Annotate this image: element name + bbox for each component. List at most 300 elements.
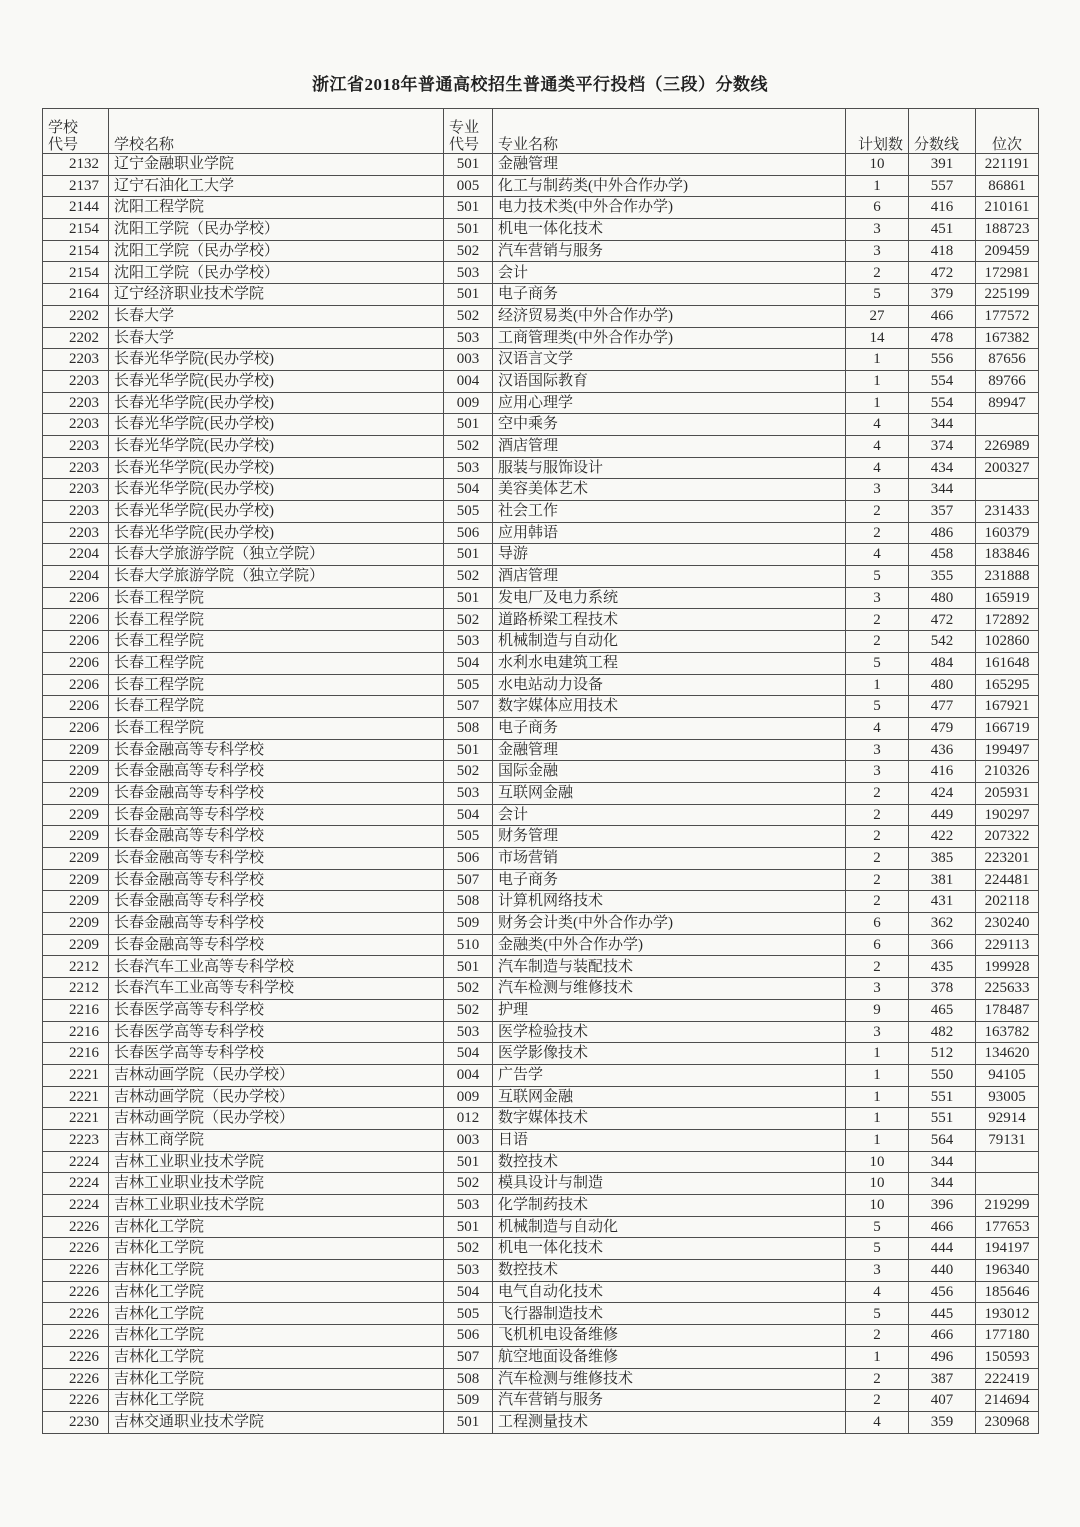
cell-plan-count: 3 [846, 240, 909, 262]
cell-plan-count: 3 [846, 479, 909, 501]
cell-score-line: 542 [909, 631, 976, 653]
cell-school-name: 长春大学 [109, 327, 444, 349]
cell-plan-count: 4 [846, 1411, 909, 1433]
cell-school-code: 2209 [43, 826, 109, 848]
cell-major-code: 504 [444, 479, 493, 501]
cell-school-name: 吉林工业职业技术学院 [109, 1151, 444, 1173]
cell-score-line: 344 [909, 479, 976, 501]
cell-school-code: 2203 [43, 414, 109, 436]
table-row [43, 782, 1039, 804]
cell-plan-count: 1 [846, 1064, 909, 1086]
cell-score-line: 378 [909, 978, 976, 1000]
cell-school-code: 2209 [43, 891, 109, 913]
cell-plan-count: 4 [846, 435, 909, 457]
table-row [43, 197, 1039, 219]
table-row [43, 1151, 1039, 1173]
cell-school-code: 2203 [43, 457, 109, 479]
table-row [43, 1195, 1039, 1217]
cell-score-line: 551 [909, 1086, 976, 1108]
cell-major-code: 004 [444, 370, 493, 392]
cell-score-line: 458 [909, 544, 976, 566]
cell-school-code: 2226 [43, 1368, 109, 1390]
cell-school-name: 长春医学高等专科学校 [109, 999, 444, 1021]
cell-major-code: 501 [444, 1151, 493, 1173]
cell-plan-count: 2 [846, 956, 909, 978]
cell-school-name: 吉林化工学院 [109, 1325, 444, 1347]
cell-school-name: 长春汽车工业高等专科学校 [109, 978, 444, 1000]
cell-school-name: 长春金融高等专科学校 [109, 869, 444, 891]
cell-score-line: 359 [909, 1411, 976, 1433]
cell-plan-count: 3 [846, 978, 909, 1000]
cell-major-code: 504 [444, 1281, 493, 1303]
cell-rank: 188723 [976, 219, 1039, 241]
cell-school-name: 长春大学旅游学院（独立学院） [109, 544, 444, 566]
cell-plan-count: 2 [846, 782, 909, 804]
cell-major-name: 日语 [493, 1129, 846, 1151]
cell-school-name: 沈阳工学院（民办学校） [109, 262, 444, 284]
table-row [43, 848, 1039, 870]
cell-school-name: 长春大学 [109, 305, 444, 327]
cell-plan-count: 2 [846, 522, 909, 544]
cell-school-name: 吉林化工学院 [109, 1238, 444, 1260]
cell-plan-count: 3 [846, 587, 909, 609]
cell-school-code: 2212 [43, 956, 109, 978]
cell-plan-count: 1 [846, 1108, 909, 1130]
cell-school-code: 2216 [43, 1021, 109, 1043]
cell-score-line: 416 [909, 761, 976, 783]
cell-score-line: 416 [909, 197, 976, 219]
table-row [43, 631, 1039, 653]
cell-rank: 92914 [976, 1108, 1039, 1130]
table-row [43, 392, 1039, 414]
cell-rank: 200327 [976, 457, 1039, 479]
cell-score-line: 431 [909, 891, 976, 913]
cell-score-line: 385 [909, 848, 976, 870]
cell-school-code: 2206 [43, 696, 109, 718]
cell-score-line: 357 [909, 501, 976, 523]
table-header-row [43, 109, 1039, 154]
cell-school-code: 2226 [43, 1346, 109, 1368]
cell-major-code: 507 [444, 869, 493, 891]
cell-major-code: 503 [444, 1260, 493, 1282]
cell-rank: 172981 [976, 262, 1039, 284]
cell-plan-count: 4 [846, 457, 909, 479]
cell-major-code: 506 [444, 848, 493, 870]
cell-major-code: 501 [444, 197, 493, 219]
cell-rank: 229113 [976, 934, 1039, 956]
header-plan-count: 计划数 [846, 109, 909, 154]
cell-major-code: 503 [444, 631, 493, 653]
header-major-name: 专业名称 [493, 109, 846, 154]
cell-major-code: 506 [444, 522, 493, 544]
cell-major-name: 电气自动化技术 [493, 1281, 846, 1303]
cell-major-code: 504 [444, 1043, 493, 1065]
cell-school-name: 沈阳工程学院 [109, 197, 444, 219]
cell-major-code: 501 [444, 587, 493, 609]
cell-school-code: 2204 [43, 566, 109, 588]
cell-plan-count: 2 [846, 891, 909, 913]
cell-school-code: 2203 [43, 435, 109, 457]
header-school-name: 学校名称 [109, 109, 444, 154]
cell-score-line: 436 [909, 739, 976, 761]
cell-rank: 93005 [976, 1086, 1039, 1108]
cell-rank: 177653 [976, 1216, 1039, 1238]
cell-score-line: 512 [909, 1043, 976, 1065]
cell-rank: 210326 [976, 761, 1039, 783]
cell-school-code: 2221 [43, 1086, 109, 1108]
cell-score-line: 444 [909, 1238, 976, 1260]
cell-rank: 221191 [976, 154, 1039, 176]
cell-score-line: 482 [909, 1021, 976, 1043]
cell-major-name: 互联网金融 [493, 1086, 846, 1108]
cell-school-name: 长春大学旅游学院（独立学院） [109, 566, 444, 588]
cell-rank: 79131 [976, 1129, 1039, 1151]
cell-school-name: 长春汽车工业高等专科学校 [109, 956, 444, 978]
cell-plan-count: 6 [846, 913, 909, 935]
table-row [43, 479, 1039, 501]
cell-major-name: 汉语国际教育 [493, 370, 846, 392]
cell-rank: 160379 [976, 522, 1039, 544]
cell-major-code: 501 [444, 956, 493, 978]
cell-rank: 224481 [976, 869, 1039, 891]
header-rank: 位次 [976, 109, 1039, 154]
cell-major-name: 空中乘务 [493, 414, 846, 436]
cell-school-code: 2216 [43, 1043, 109, 1065]
cell-major-code: 501 [444, 1216, 493, 1238]
cell-rank: 150593 [976, 1346, 1039, 1368]
cell-plan-count: 1 [846, 1086, 909, 1108]
cell-rank: 231433 [976, 501, 1039, 523]
cell-major-code: 502 [444, 566, 493, 588]
cell-score-line: 554 [909, 392, 976, 414]
cell-school-name: 辽宁石油化工大学 [109, 175, 444, 197]
cell-rank [976, 479, 1039, 501]
table-row [43, 739, 1039, 761]
cell-score-line: 344 [909, 414, 976, 436]
cell-score-line: 484 [909, 652, 976, 674]
cell-school-code: 2224 [43, 1151, 109, 1173]
cell-major-code: 012 [444, 1108, 493, 1130]
cell-major-code: 503 [444, 782, 493, 804]
cell-score-line: 440 [909, 1260, 976, 1282]
cell-plan-count: 5 [846, 696, 909, 718]
cell-major-code: 505 [444, 1303, 493, 1325]
table-row [43, 219, 1039, 241]
cell-school-name: 长春医学高等专科学校 [109, 1043, 444, 1065]
cell-school-name: 长春金融高等专科学校 [109, 782, 444, 804]
cell-plan-count: 1 [846, 392, 909, 414]
cell-major-code: 509 [444, 1390, 493, 1412]
cell-major-name: 护理 [493, 999, 846, 1021]
cell-score-line: 554 [909, 370, 976, 392]
cell-major-name: 工程测量技术 [493, 1411, 846, 1433]
cell-major-name: 应用韩语 [493, 522, 846, 544]
table-row [43, 1129, 1039, 1151]
cell-school-name: 长春光华学院(民办学校) [109, 392, 444, 414]
cell-school-code: 2226 [43, 1390, 109, 1412]
cell-school-name: 长春金融高等专科学校 [109, 761, 444, 783]
cell-rank: 225199 [976, 284, 1039, 306]
cell-rank: 165919 [976, 587, 1039, 609]
cell-major-code: 501 [444, 544, 493, 566]
cell-school-name: 吉林化工学院 [109, 1390, 444, 1412]
cell-school-code: 2226 [43, 1260, 109, 1282]
cell-school-code: 2226 [43, 1325, 109, 1347]
cell-school-code: 2209 [43, 782, 109, 804]
cell-rank: 161648 [976, 652, 1039, 674]
cell-score-line: 355 [909, 566, 976, 588]
cell-major-name: 金融管理 [493, 739, 846, 761]
table-row [43, 1108, 1039, 1130]
table-row [43, 1260, 1039, 1282]
cell-score-line: 550 [909, 1064, 976, 1086]
header-school-code-line2: 代号 [48, 136, 79, 153]
cell-major-name: 数字媒体应用技术 [493, 696, 846, 718]
cell-school-code: 2203 [43, 370, 109, 392]
cell-plan-count: 6 [846, 934, 909, 956]
table-row [43, 1303, 1039, 1325]
cell-major-name: 化工与制药类(中外合作办学) [493, 175, 846, 197]
header-school-code-line1: 学校 [48, 120, 79, 136]
table-row [43, 1173, 1039, 1195]
cell-major-name: 模具设计与制造 [493, 1173, 846, 1195]
cell-school-code: 2209 [43, 848, 109, 870]
cell-school-code: 2203 [43, 349, 109, 371]
cell-major-code: 501 [444, 284, 493, 306]
cell-score-line: 449 [909, 804, 976, 826]
cell-school-code: 2209 [43, 739, 109, 761]
cell-score-line: 496 [909, 1346, 976, 1368]
cell-score-line: 391 [909, 154, 976, 176]
table-row [43, 284, 1039, 306]
cell-score-line: 445 [909, 1303, 976, 1325]
cell-rank: 178487 [976, 999, 1039, 1021]
table-row [43, 522, 1039, 544]
cell-school-name: 长春金融高等专科学校 [109, 804, 444, 826]
header-major-code [444, 109, 493, 154]
cell-school-code: 2221 [43, 1108, 109, 1130]
cell-school-name: 长春金融高等专科学校 [109, 739, 444, 761]
header-major-code-line2: 代号 [449, 136, 480, 153]
cell-school-name: 长春光华学院(民办学校) [109, 349, 444, 371]
table-row [43, 1216, 1039, 1238]
cell-score-line: 466 [909, 1216, 976, 1238]
cell-school-code: 2221 [43, 1064, 109, 1086]
cell-school-name: 吉林交通职业技术学院 [109, 1411, 444, 1433]
cell-school-name: 长春工程学院 [109, 652, 444, 674]
cell-major-name: 金融管理 [493, 154, 846, 176]
cell-rank: 185646 [976, 1281, 1039, 1303]
cell-score-line: 434 [909, 457, 976, 479]
cell-score-line: 472 [909, 262, 976, 284]
cell-major-code: 503 [444, 457, 493, 479]
cell-plan-count: 1 [846, 1346, 909, 1368]
table-row [43, 1281, 1039, 1303]
cell-school-name: 长春金融高等专科学校 [109, 934, 444, 956]
cell-rank [976, 1173, 1039, 1195]
table-row [43, 501, 1039, 523]
cell-plan-count: 4 [846, 544, 909, 566]
cell-score-line: 480 [909, 674, 976, 696]
cell-rank: 89766 [976, 370, 1039, 392]
cell-major-name: 国际金融 [493, 761, 846, 783]
cell-school-code: 2206 [43, 674, 109, 696]
table-row [43, 869, 1039, 891]
header-school-code [43, 109, 109, 154]
table-row [43, 414, 1039, 436]
cell-score-line: 381 [909, 869, 976, 891]
cell-rank: 183846 [976, 544, 1039, 566]
cell-rank: 177180 [976, 1325, 1039, 1347]
cell-school-name: 长春金融高等专科学校 [109, 848, 444, 870]
table-row [43, 609, 1039, 631]
cell-school-code: 2216 [43, 999, 109, 1021]
cell-school-code: 2137 [43, 175, 109, 197]
table-row [43, 978, 1039, 1000]
table-row [43, 1390, 1039, 1412]
cell-major-name: 应用心理学 [493, 392, 846, 414]
cell-plan-count: 2 [846, 1368, 909, 1390]
cell-rank: 230968 [976, 1411, 1039, 1433]
cell-major-code: 502 [444, 1173, 493, 1195]
cell-rank: 207322 [976, 826, 1039, 848]
cell-major-code: 501 [444, 739, 493, 761]
cell-rank [976, 414, 1039, 436]
cell-rank: 134620 [976, 1043, 1039, 1065]
cell-major-code: 501 [444, 1411, 493, 1433]
cell-school-name: 吉林工业职业技术学院 [109, 1173, 444, 1195]
cell-school-name: 长春工程学院 [109, 631, 444, 653]
table-row [43, 804, 1039, 826]
cell-major-name: 机电一体化技术 [493, 219, 846, 241]
cell-rank: 166719 [976, 717, 1039, 739]
cell-major-name: 道路桥梁工程技术 [493, 609, 846, 631]
cell-school-code: 2202 [43, 305, 109, 327]
header-major-code-line1: 专业 [449, 120, 480, 136]
cell-school-name: 吉林化工学院 [109, 1346, 444, 1368]
cell-major-code: 502 [444, 761, 493, 783]
cell-major-name: 汽车检测与维修技术 [493, 978, 846, 1000]
cell-major-code: 501 [444, 154, 493, 176]
cell-school-code: 2209 [43, 761, 109, 783]
cell-plan-count: 2 [846, 826, 909, 848]
cell-plan-count: 4 [846, 414, 909, 436]
cell-major-name: 飞机机电设备维修 [493, 1325, 846, 1347]
cell-major-code: 505 [444, 501, 493, 523]
cell-score-line: 477 [909, 696, 976, 718]
cell-school-name: 沈阳工学院（民办学校） [109, 240, 444, 262]
table-row [43, 587, 1039, 609]
cell-score-line: 424 [909, 782, 976, 804]
cell-school-name: 长春金融高等专科学校 [109, 913, 444, 935]
cell-school-name: 长春光华学院(民办学校) [109, 435, 444, 457]
cell-major-name: 机电一体化技术 [493, 1238, 846, 1260]
cell-major-code: 502 [444, 978, 493, 1000]
cell-plan-count: 2 [846, 804, 909, 826]
table-row [43, 1325, 1039, 1347]
cell-plan-count: 5 [846, 652, 909, 674]
cell-plan-count: 1 [846, 370, 909, 392]
cell-score-line: 551 [909, 1108, 976, 1130]
cell-plan-count: 1 [846, 674, 909, 696]
cell-school-code: 2154 [43, 219, 109, 241]
cell-rank: 219299 [976, 1195, 1039, 1217]
cell-major-name: 互联网金融 [493, 782, 846, 804]
cell-score-line: 456 [909, 1281, 976, 1303]
cell-plan-count: 4 [846, 1281, 909, 1303]
table-row [43, 370, 1039, 392]
cell-school-code: 2203 [43, 501, 109, 523]
cell-school-name: 长春光华学院(民办学校) [109, 414, 444, 436]
cell-score-line: 465 [909, 999, 976, 1021]
table-row [43, 175, 1039, 197]
cell-plan-count: 4 [846, 717, 909, 739]
cell-score-line: 374 [909, 435, 976, 457]
cell-rank: 86861 [976, 175, 1039, 197]
cell-major-name: 电力技术类(中外合作办学) [493, 197, 846, 219]
cell-major-name: 工商管理类(中外合作办学) [493, 327, 846, 349]
cell-plan-count: 3 [846, 219, 909, 241]
cell-score-line: 387 [909, 1368, 976, 1390]
cell-major-name: 金融类(中外合作办学) [493, 934, 846, 956]
cell-school-name: 吉林化工学院 [109, 1260, 444, 1282]
cell-score-line: 479 [909, 717, 976, 739]
cell-rank: 165295 [976, 674, 1039, 696]
cell-major-code: 508 [444, 1368, 493, 1390]
cell-major-code: 502 [444, 1238, 493, 1260]
cell-school-code: 2203 [43, 522, 109, 544]
table-row [43, 1346, 1039, 1368]
cell-score-line: 556 [909, 349, 976, 371]
cell-major-code: 502 [444, 999, 493, 1021]
cell-school-name: 长春金融高等专科学校 [109, 891, 444, 913]
cell-school-name: 长春金融高等专科学校 [109, 826, 444, 848]
cell-rank: 210161 [976, 197, 1039, 219]
cell-score-line: 344 [909, 1173, 976, 1195]
cell-school-code: 2206 [43, 652, 109, 674]
cell-plan-count: 5 [846, 284, 909, 306]
cell-major-name: 会计 [493, 804, 846, 826]
cell-plan-count: 10 [846, 1151, 909, 1173]
cell-plan-count: 1 [846, 1043, 909, 1065]
cell-school-name: 长春工程学院 [109, 717, 444, 739]
cell-plan-count: 2 [846, 262, 909, 284]
cell-major-code: 502 [444, 240, 493, 262]
cell-plan-count: 2 [846, 501, 909, 523]
cell-major-code: 509 [444, 913, 493, 935]
cell-major-name: 数字媒体技术 [493, 1108, 846, 1130]
table-row [43, 761, 1039, 783]
cell-major-name: 导游 [493, 544, 846, 566]
cell-school-code: 2226 [43, 1238, 109, 1260]
table-row [43, 1411, 1039, 1433]
cell-rank [976, 1151, 1039, 1173]
cell-major-name: 汽车制造与装配技术 [493, 956, 846, 978]
cell-plan-count: 2 [846, 848, 909, 870]
cell-major-code: 508 [444, 717, 493, 739]
cell-score-line: 418 [909, 240, 976, 262]
cell-rank: 190297 [976, 804, 1039, 826]
cell-plan-count: 1 [846, 349, 909, 371]
cell-plan-count: 3 [846, 1260, 909, 1282]
cell-school-name: 辽宁金融职业学院 [109, 154, 444, 176]
cell-score-line: 557 [909, 175, 976, 197]
table-row [43, 435, 1039, 457]
table-row [43, 956, 1039, 978]
cell-plan-count: 10 [846, 1173, 909, 1195]
cell-major-code: 502 [444, 435, 493, 457]
cell-school-code: 2206 [43, 717, 109, 739]
